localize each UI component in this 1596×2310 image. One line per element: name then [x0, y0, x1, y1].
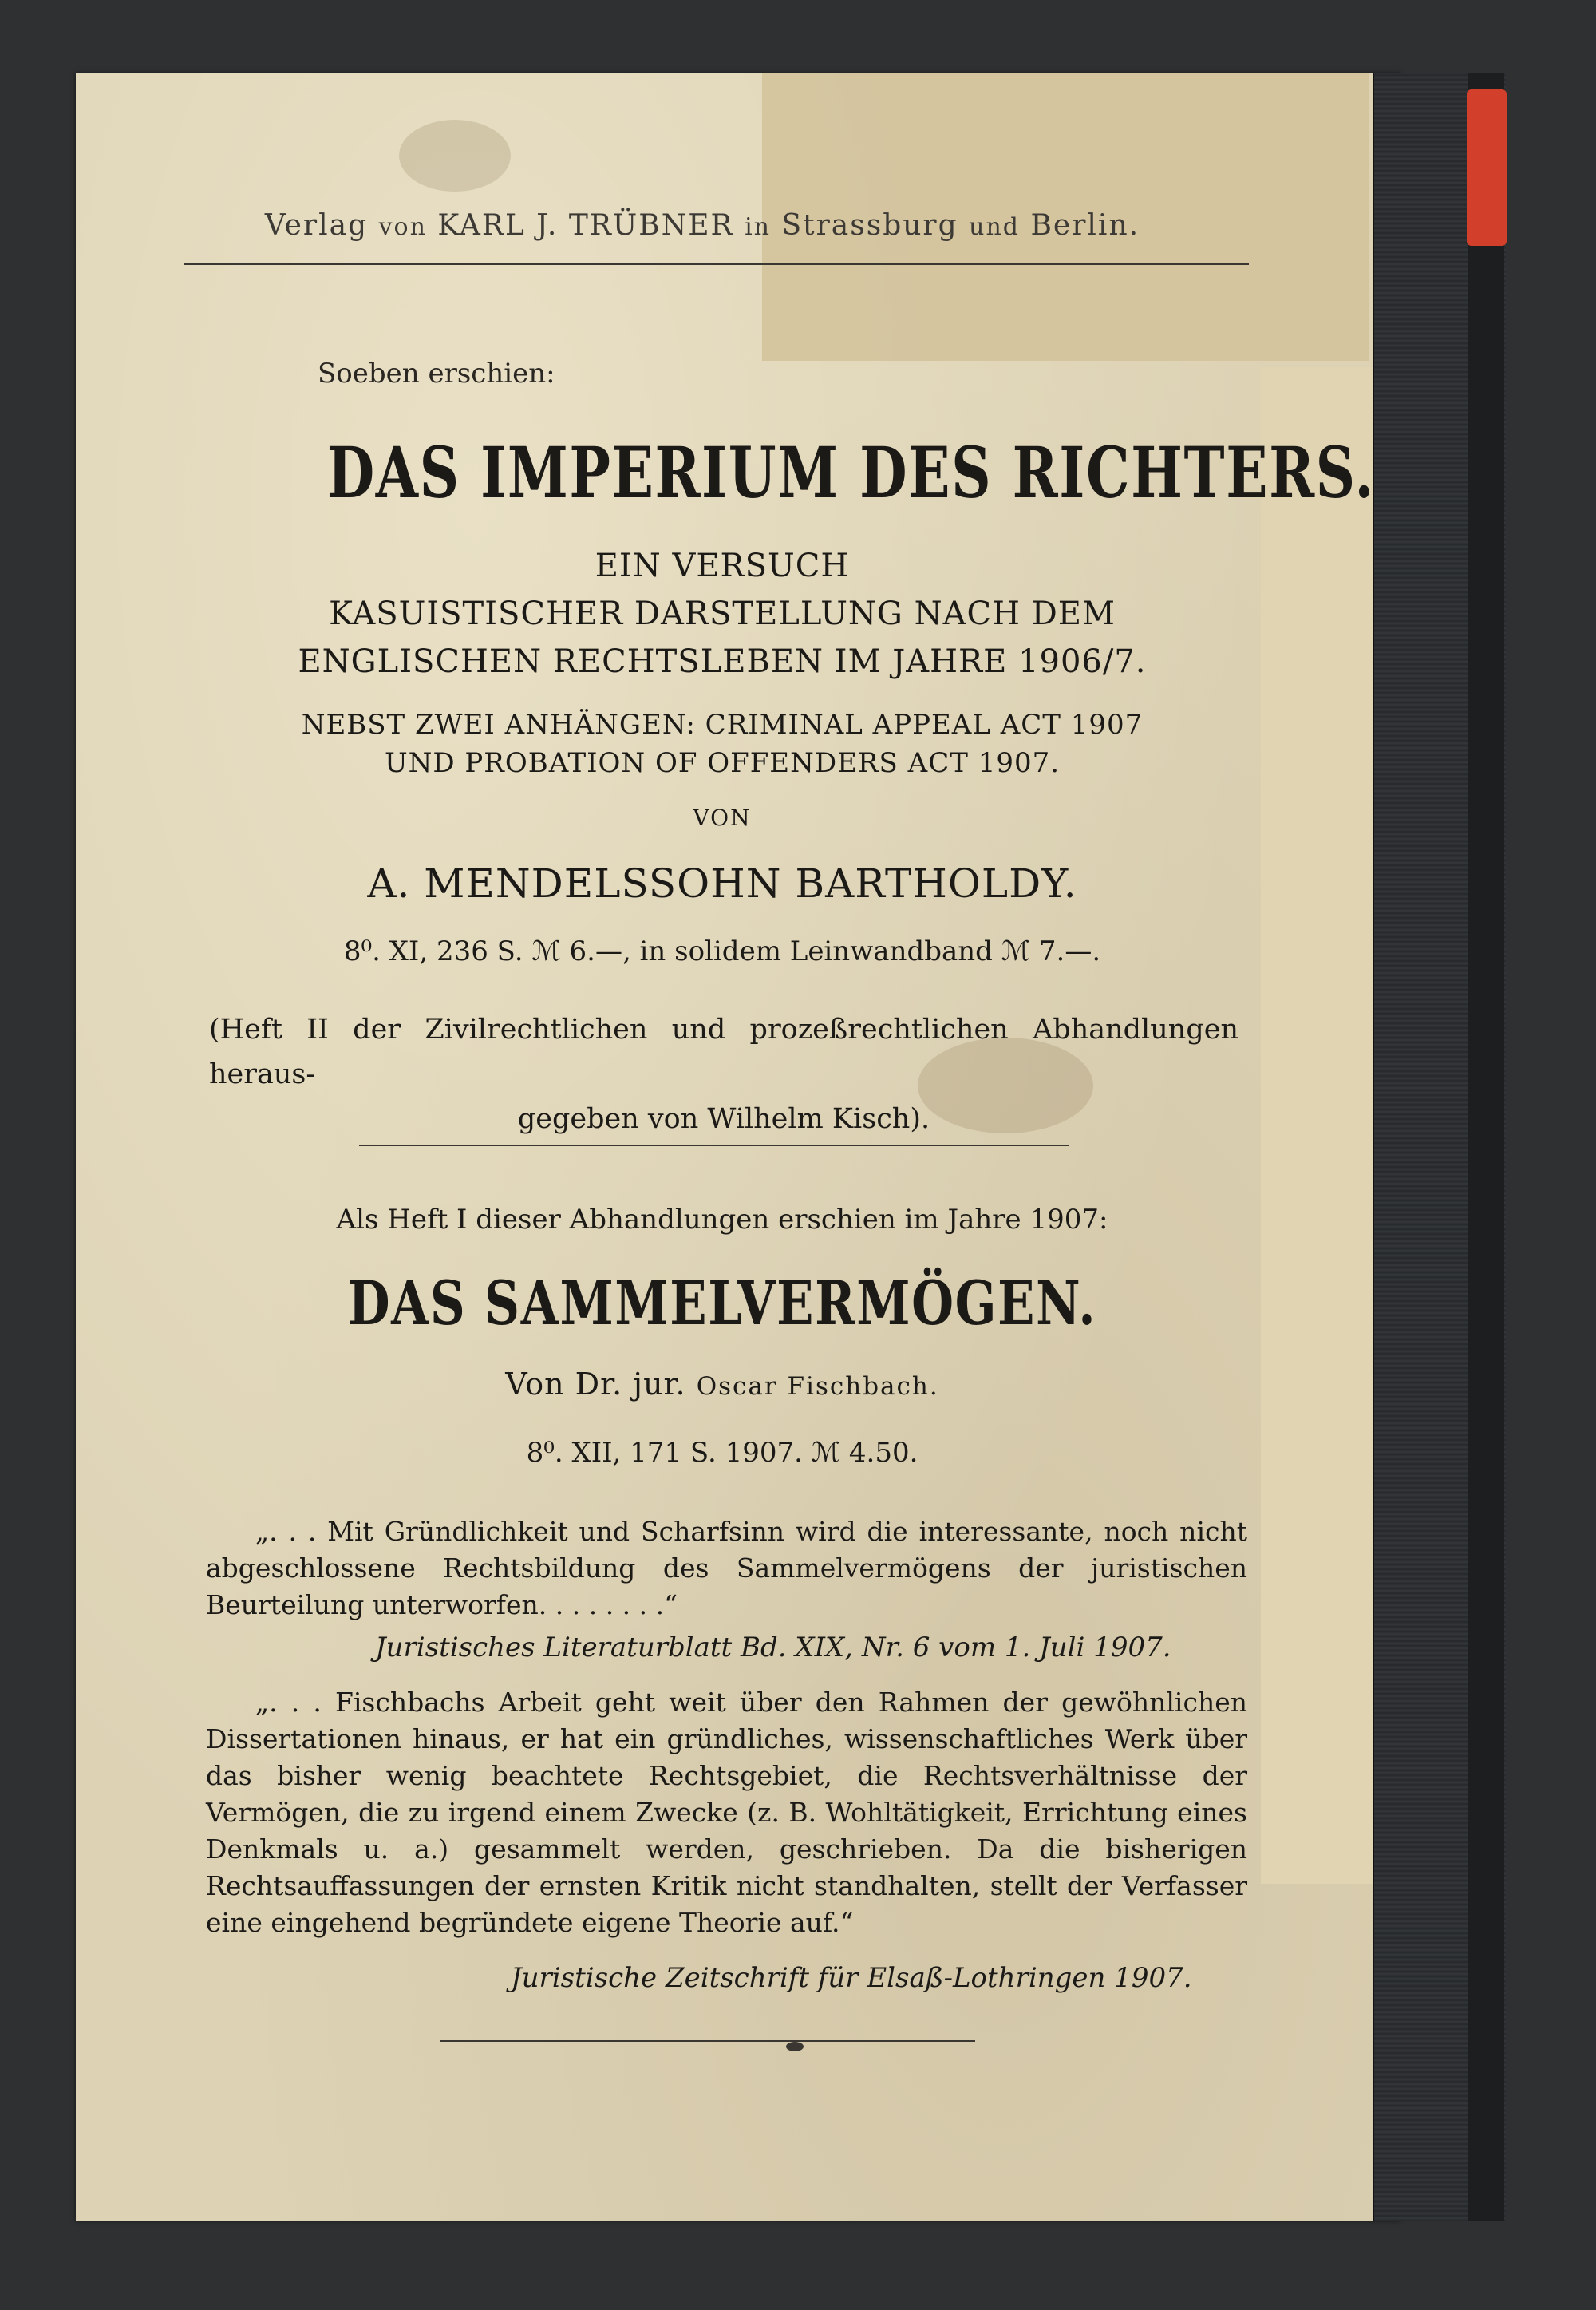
- section-rule: [359, 1145, 1069, 1146]
- author-fischbach: [215, 1367, 1229, 1402]
- intro-als-heft: Als Heft I dieser Abhandlungen erschien im Jahre 1907:: [336, 1204, 1108, 1236]
- publisher-city2: Berlin.: [1030, 209, 1140, 242]
- publisher-und: und: [969, 213, 1020, 241]
- von-label: VON: [693, 805, 752, 831]
- author-mendelssohn: A. MENDELSSOHN BARTHOLDY.: [367, 860, 1077, 907]
- bibliographic-info: 8⁰. XI, 236 S. ℳ 6.—, in solidem Leinwandband ℳ 7.—.: [343, 935, 1101, 967]
- subtitle-line: EIN VERSUCH: [595, 548, 850, 584]
- header-rule: [184, 263, 1249, 265]
- author-name: Oscar Fischbach.: [696, 1372, 939, 1401]
- publisher-name: KARL J. TRÜBNER: [437, 209, 734, 242]
- bibliographic-info: 8⁰. XII, 171 S. 1907. ℳ 4.50.: [526, 1437, 918, 1469]
- review-quote: „. . . Mit Gründlichkeit und Scharfsinn wird die interessante, noch nicht abgeschlossene Rechtsbildung des Sammelvermögens der juristischen Beurteilung unterworfen. . . . . . . .“: [206, 1516, 1247, 1620]
- publisher-von: von: [378, 213, 427, 241]
- publisher-line: [184, 209, 1221, 242]
- series-note: [209, 1007, 1238, 1141]
- series-note-line1: (Heft II der Zivilrechtlichen und prozeßrechtlichen Abhandlungen heraus-: [209, 1014, 1238, 1090]
- intro-soeben: Soeben erschien:: [318, 358, 555, 390]
- appendix-line: UND PROBATION OF OFFENDERS ACT 1907.: [384, 747, 1061, 779]
- book-title-sammelvermoegen: DAS SAMMELVERMÖGEN.: [347, 1268, 1097, 1339]
- author-prefix: Von Dr. jur.: [505, 1367, 686, 1402]
- footer-rule: [440, 2040, 975, 2042]
- subtitle-line: KASUISTISCHER DARSTELLUNG NACH DEM: [329, 595, 1116, 632]
- publisher-city1: Strassburg: [781, 209, 958, 242]
- review-quote: „. . . Fischbachs Arbeit geht weit über den Rahmen der gewöhnlichen Dissertationen hinaus, er hat ein gründliches, wissenschaftliches Werk über das bisher wenig beachtete Rechtsgebiet, die Rechtsverhältnisse der Vermögen, die zu irgend einem Zwecke (z. B. Wohltätigkeit, Errichtung eines Denkmals u. a.) gesammelt werden, geschrieben. Da die bisherigen Rechtsauffassungen der ernsten Kritik nicht standhalten, stellt der Verfasser eine eingehend begründete eigene Theorie auf.“: [206, 1687, 1247, 1938]
- appendix-line: NEBST ZWEI ANHÄNGEN: CRIMINAL APPEAL ACT 1907: [301, 709, 1144, 741]
- review-source: Juristische Zeitschrift für Elsaß-Lothringen 1907.: [511, 1962, 1192, 1994]
- ornament-dot: [786, 2042, 804, 2051]
- publisher-verlag: Verlag: [264, 209, 369, 242]
- review-source: Juristisches Literaturblatt Bd. XIX, Nr. 6 vom 1. Juli 1907.: [375, 1632, 1171, 1663]
- subtitle-line: ENGLISCHEN RECHTSLEBEN IM JAHRE 1906/7.: [298, 643, 1147, 680]
- publisher-in: in: [745, 213, 771, 241]
- series-note-line2: gegeben von Wilhelm Kisch).: [517, 1103, 930, 1135]
- book-title-imperium: DAS IMPERIUM DES RICHTERS.: [326, 431, 1375, 514]
